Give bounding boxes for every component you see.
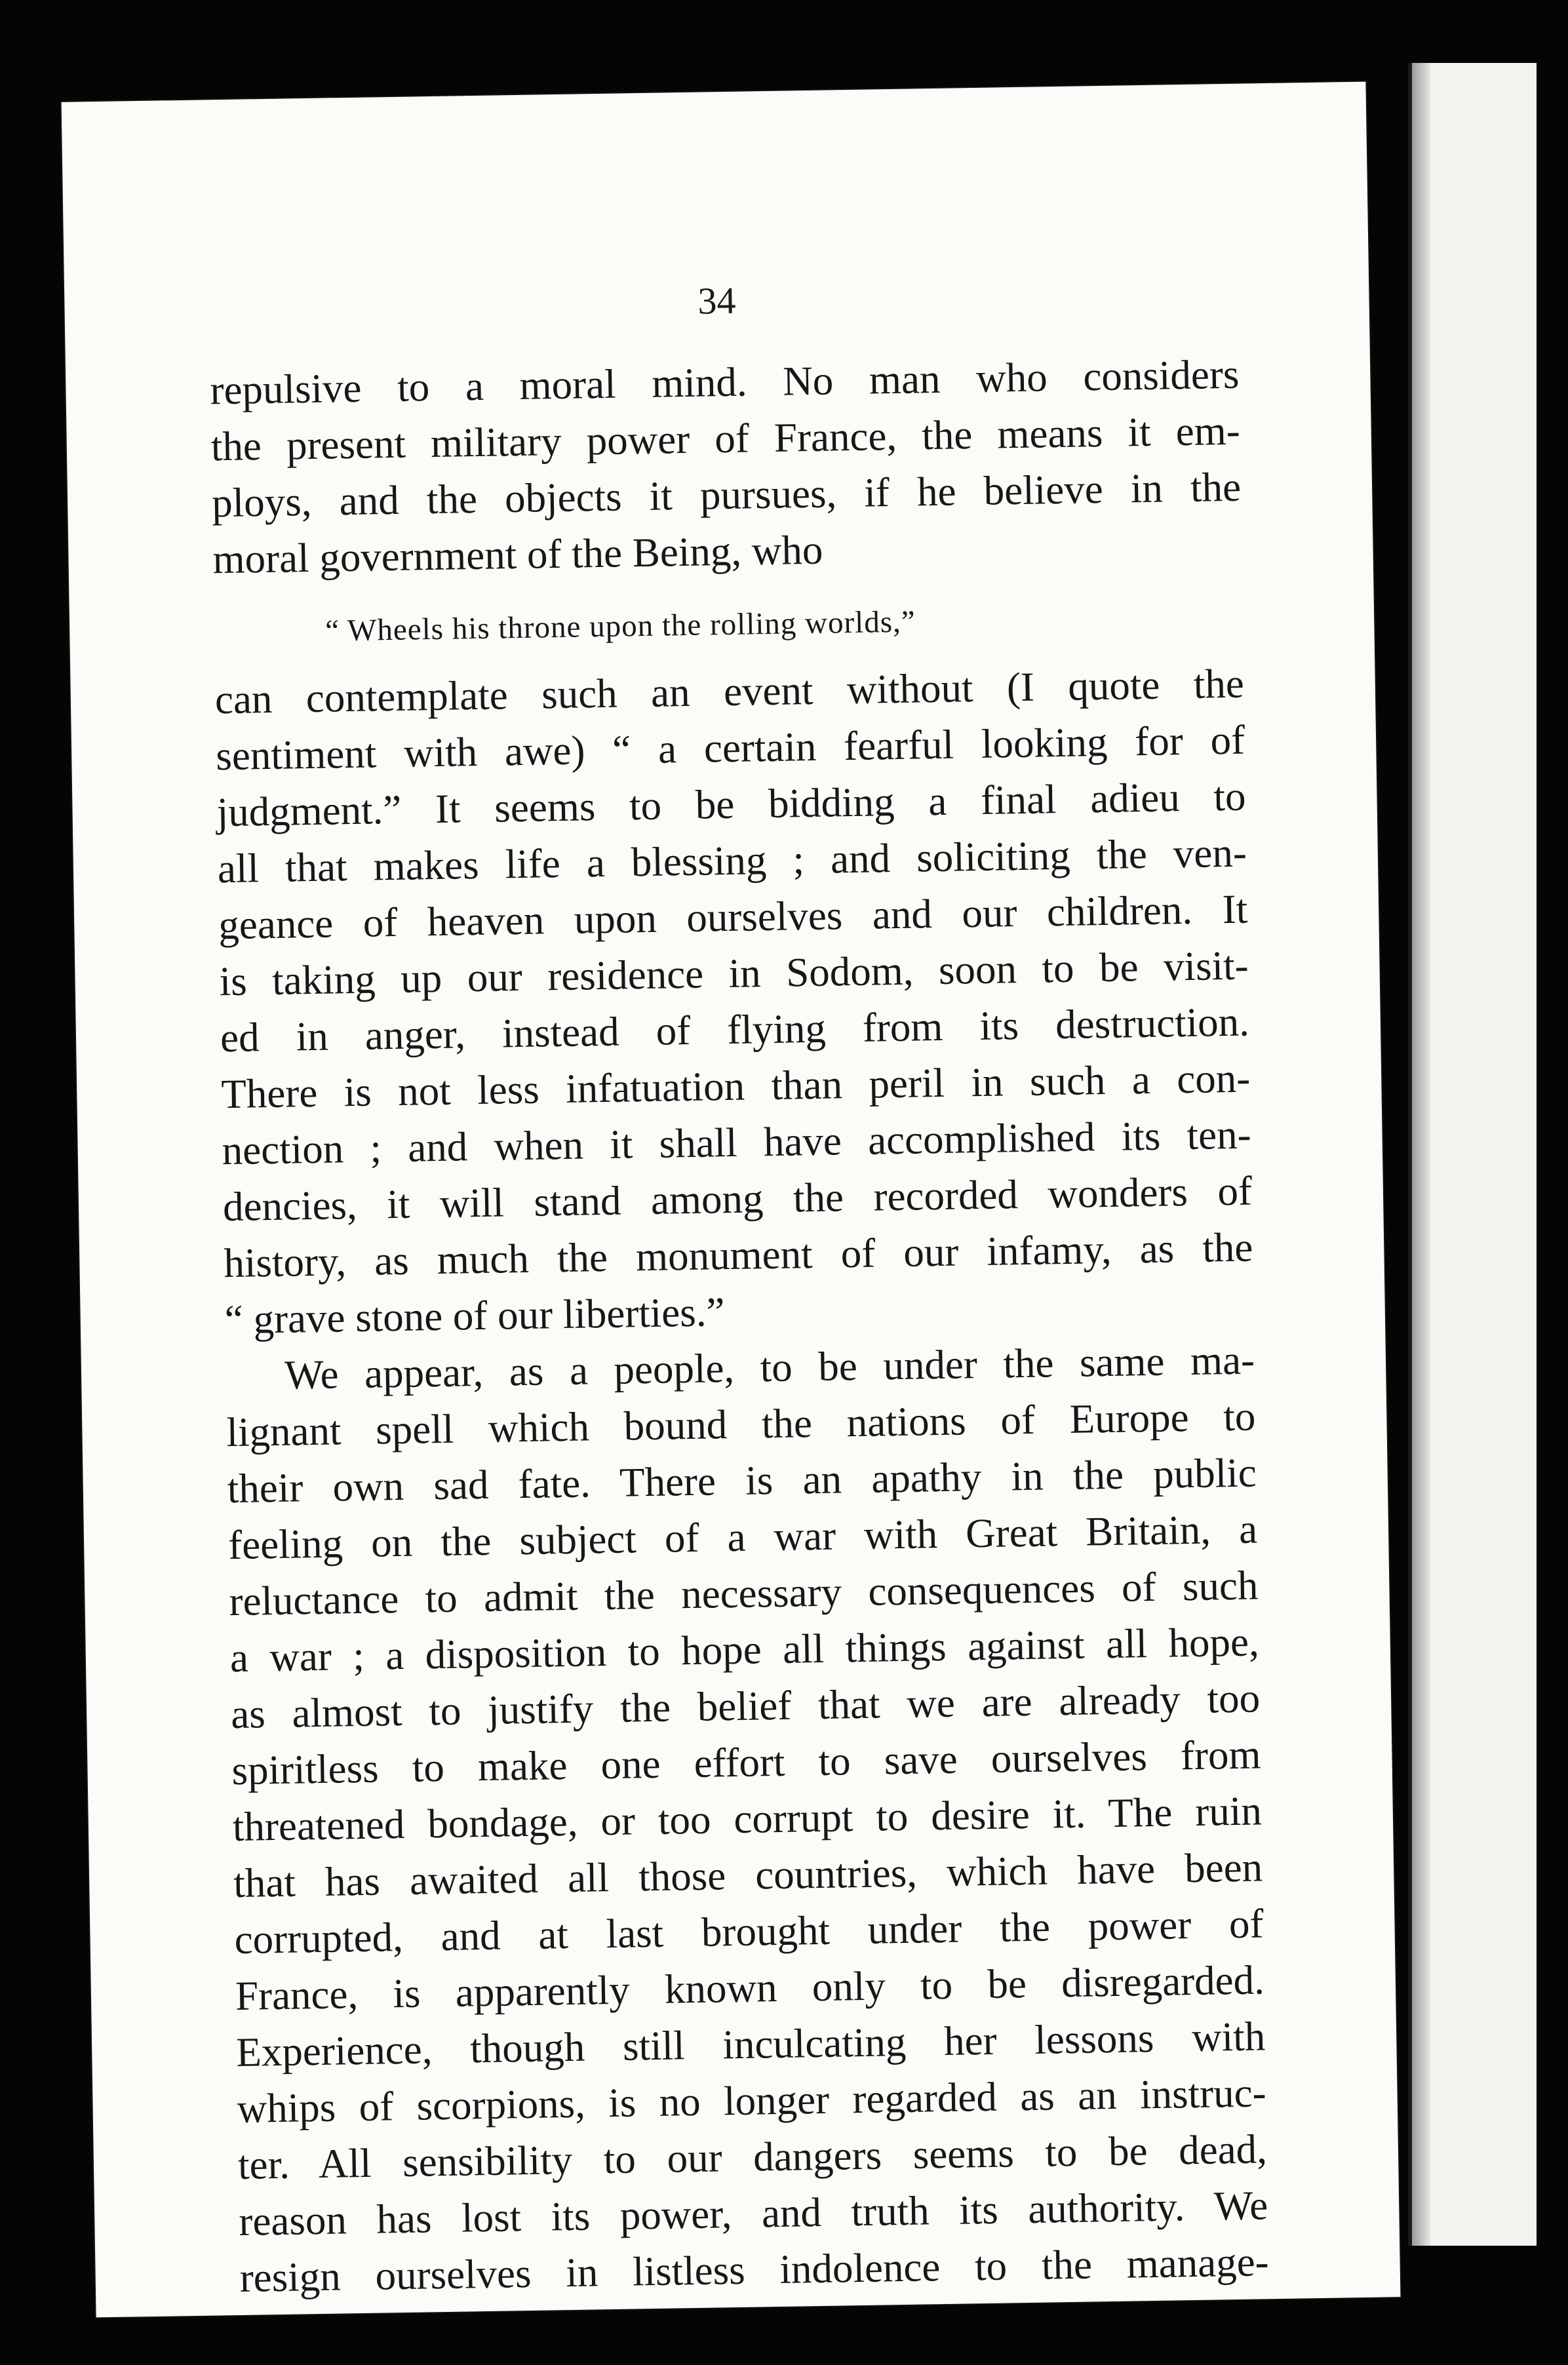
text-line: spiritless to make one effort to save ourselves from [231, 1731, 1261, 1794]
text-line: the present military power of France, the means it em- [210, 407, 1241, 470]
paragraph-continuation [214, 655, 1254, 1348]
text-line: as almost to justify the belief that we are already too [230, 1675, 1261, 1738]
text-line: repulsive to a moral mind. No man who considers [209, 351, 1240, 414]
text-line: ploys, and the objects it pursues, if he believe in the [211, 463, 1242, 526]
text-line: lignant spell which bound the nations of Europe to [225, 1393, 1256, 1456]
text-line: sentiment with awe) “ a certain fearful looking for of [215, 716, 1245, 779]
block-quote [213, 572, 1244, 672]
quote-line: “ Wheels his throne upon the rolling worlds,” [324, 604, 916, 648]
text-line: a war ; a disposition to hope all things against all hope, [229, 1618, 1260, 1681]
page-number: 34 [697, 279, 736, 322]
text-line: judgment.” It seems to be bidding a final adieu to [216, 773, 1246, 836]
text-line: can contemplate such an event without (I quote the [214, 660, 1245, 723]
adjacent-page-edge [1408, 63, 1537, 2246]
text-line: ter. All sensibility to our dangers seems to be dead, [237, 2126, 1268, 2188]
text-line: Experience, though still inculcating her lessons with [235, 2013, 1266, 2076]
page-gutter-shadow [1412, 63, 1430, 2246]
text-line: There is not less infatuation than peril in such a con- [220, 1055, 1251, 1118]
book-page [62, 82, 1401, 2318]
text-line: threatened bondage, or too corrupt to desire it. The ruin [232, 1788, 1263, 1850]
text-line: France, is apparently known only to be disregarded. [235, 1957, 1265, 2020]
paragraph-opening [210, 346, 1242, 588]
text-line: reluctance to admit the necessary consequences of such [228, 1562, 1259, 1625]
text-line: ed in anger, instead of flying from its destruction. [220, 998, 1250, 1061]
text-line: whips of scorpions, is no longer regarded as an instruc- [237, 2069, 1267, 2132]
text-line: their own sad fate. There is an apathy in the public [227, 1449, 1257, 1512]
paragraph-apathy [225, 1331, 1269, 2305]
text-line: resign ourselves in listless indolence to the manage- [239, 2238, 1270, 2301]
text-line: corrupted, and at last brought under the power of [234, 1900, 1264, 1963]
text-line: all that makes life a blessing ; and soliciting the ven- [217, 829, 1247, 892]
text-line: reason has lost its power, and truth its authority. We [238, 2182, 1268, 2244]
text-line: moral government of the Being, who [212, 526, 823, 583]
text-line: that has awaited all those countries, which have been [233, 1844, 1263, 1907]
text-line: feeling on the subject of a war with Great Britain, a [227, 1506, 1258, 1569]
text-line: geance of heaven upon ourselves and our children. It [218, 886, 1248, 948]
text-line: We appear, as a people, to be under the same ma- [284, 1337, 1255, 1398]
text-line: dencies, it will stand among the recorded wonders of [222, 1167, 1253, 1230]
text-line: is taking up our residence in Sodom, soon to be visit- [219, 942, 1249, 1005]
text-line: “ grave stone of our liberties.” [224, 1289, 725, 1343]
text-line: history, as much the monument of our infamy, as the [223, 1224, 1253, 1287]
page-text [210, 346, 1269, 2306]
text-line: nection ; and when it shall have accomplished its ten- [222, 1111, 1252, 1174]
